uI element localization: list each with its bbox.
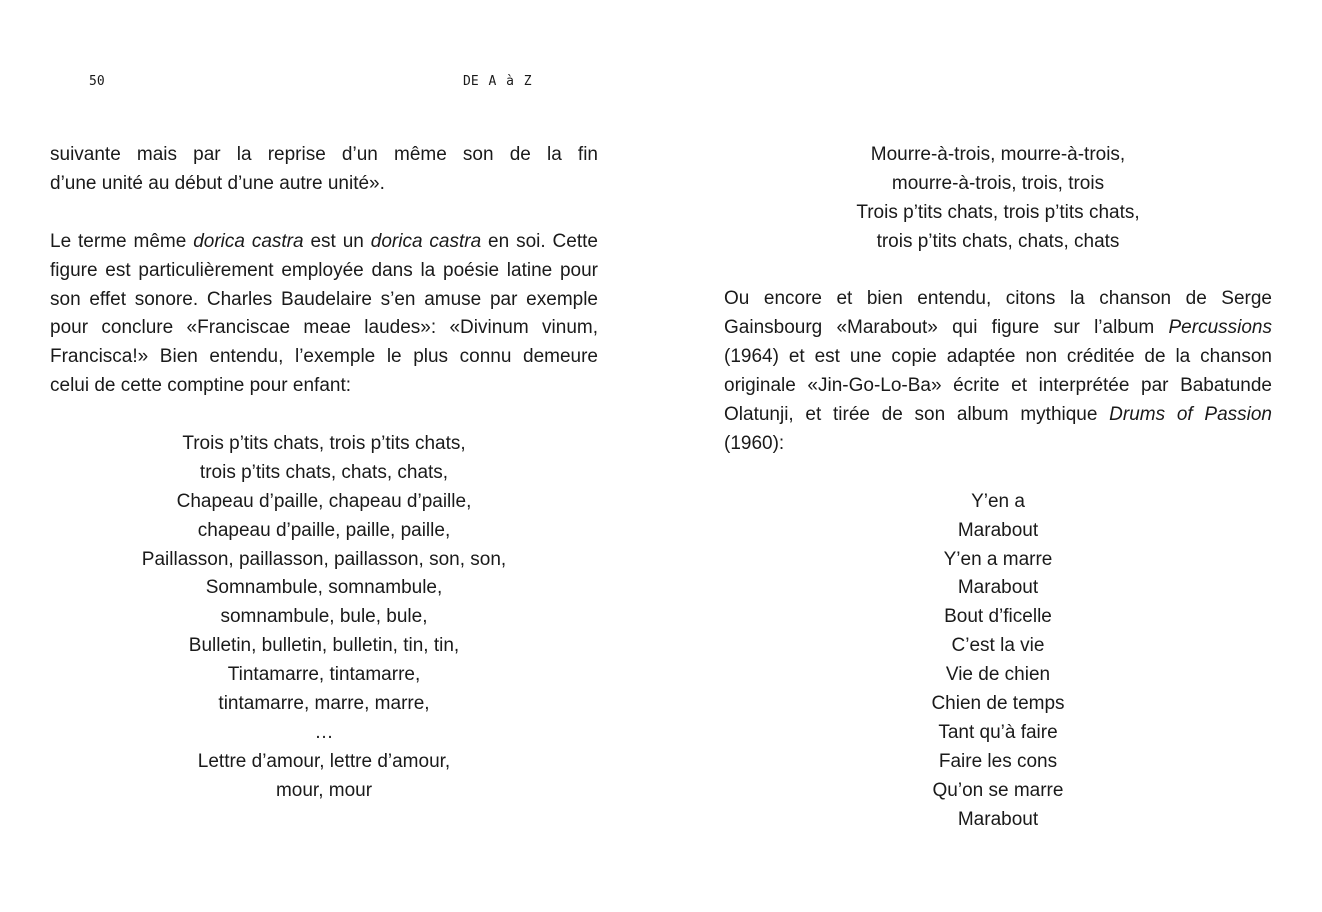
verse-line: Marabout (957, 577, 1039, 599)
verse-line: Trois p’tits chats, trois p’tits chats, (856, 201, 1140, 223)
verse-line: Chien de temps (931, 693, 1065, 715)
verse-line: Tintamarre, tintamarre, (227, 664, 421, 686)
verse-line: mourre-à-trois, trois, trois (891, 172, 1105, 194)
right-page (724, 141, 1272, 834)
verse-line: Qu’on se marre (932, 779, 1064, 801)
verse-line: Lettre d’amour, lettre d’amour, (197, 750, 451, 772)
verse-line: tintamarre, marre, marre, (218, 693, 430, 715)
verse-line: Trois p’tits chats, trois p’tits chats, (182, 433, 466, 455)
album-title-percussions: Percussions (1168, 317, 1272, 339)
verse-line: C’est la vie (951, 635, 1045, 657)
para2-text-2: est un (303, 230, 371, 252)
verse-line: Paillasson, paillasson, paillasson, son, son, (141, 548, 507, 570)
verse-line: mour, mour (275, 779, 373, 801)
verse-line: Bulletin, bulletin, bulletin, tin, tin, (188, 635, 460, 657)
verse-mourre-a-trois (724, 141, 1272, 257)
verse-line: somnambule, bule, bule, (220, 606, 428, 628)
verse-line: Somnambule, somnambule, (205, 577, 443, 599)
para-text-2: (1964) et est une copie adaptée non créditée de la chanson originale «Jin-Go-Lo-Ba» écrite et interprétée par Babatunde Olatunji, et tirée de son album mythique (724, 346, 1272, 426)
para1-line-1: suivante mais par la reprise d’un même son de la fin (50, 144, 598, 165)
verse-line: chapeau d’paille, paille, paille, (197, 519, 451, 541)
paragraph-marabout (724, 285, 1272, 458)
para2-text-1: Le terme même (50, 230, 194, 252)
verse-ellipsis: … (314, 721, 334, 743)
verse-line: Y’en a marre (943, 548, 1053, 570)
verse-line: Tant qu’à faire (938, 721, 1058, 743)
paragraph-dorica-castra (50, 228, 598, 401)
para1-line-2: d’une unité au début d’une autre unité». (50, 172, 385, 194)
verse-line: Marabout (957, 519, 1039, 541)
verse-line: Vie de chien (945, 664, 1051, 686)
para2-text-3: en soi. Cette figure est particulièrement employée dans la poésie latine pour son effet sonore. Charles Baudelaire s’en amuse par exemple pour conclure «Franciscae meae laudes»: «Divinum vinum, Francisca!» Bien entendu, l’exemple le plus connu demeure celui de cette comptine pour enfant: (50, 230, 598, 397)
verse-line: trois p’tits chats, chats, chats (876, 230, 1120, 252)
verse-line: Faire les cons (938, 750, 1058, 772)
verse-trois-ptits-chats (50, 430, 598, 806)
verse-line: Chapeau d’paille, chapeau d’paille, (176, 490, 472, 512)
page-number: 50 (89, 74, 105, 89)
para2-emphasis-1: dorica castra (193, 230, 304, 252)
para-text-1: Ou encore et bien entendu, citons la chanson de Serge Gainsbourg «Marabout» qui figure sur l’album (724, 288, 1272, 339)
left-page (50, 141, 598, 806)
paragraph-continuation (50, 141, 598, 199)
para2-emphasis-2: dorica castra (370, 230, 482, 252)
running-title: DE A à Z (463, 74, 532, 89)
verse-line: Y’en a (971, 490, 1025, 512)
verse-line: Mourre-à-trois, mourre-à-trois, (870, 144, 1126, 165)
album-title-drums-of-passion: Drums of Passion (1109, 404, 1272, 426)
para-text-3: (1960): (724, 432, 785, 454)
verse-line: trois p’tits chats, chats, chats, (199, 461, 449, 483)
verse-marabout (724, 488, 1272, 835)
verse-line: Bout d’ficelle (944, 606, 1052, 628)
verse-line: Marabout (957, 808, 1039, 830)
